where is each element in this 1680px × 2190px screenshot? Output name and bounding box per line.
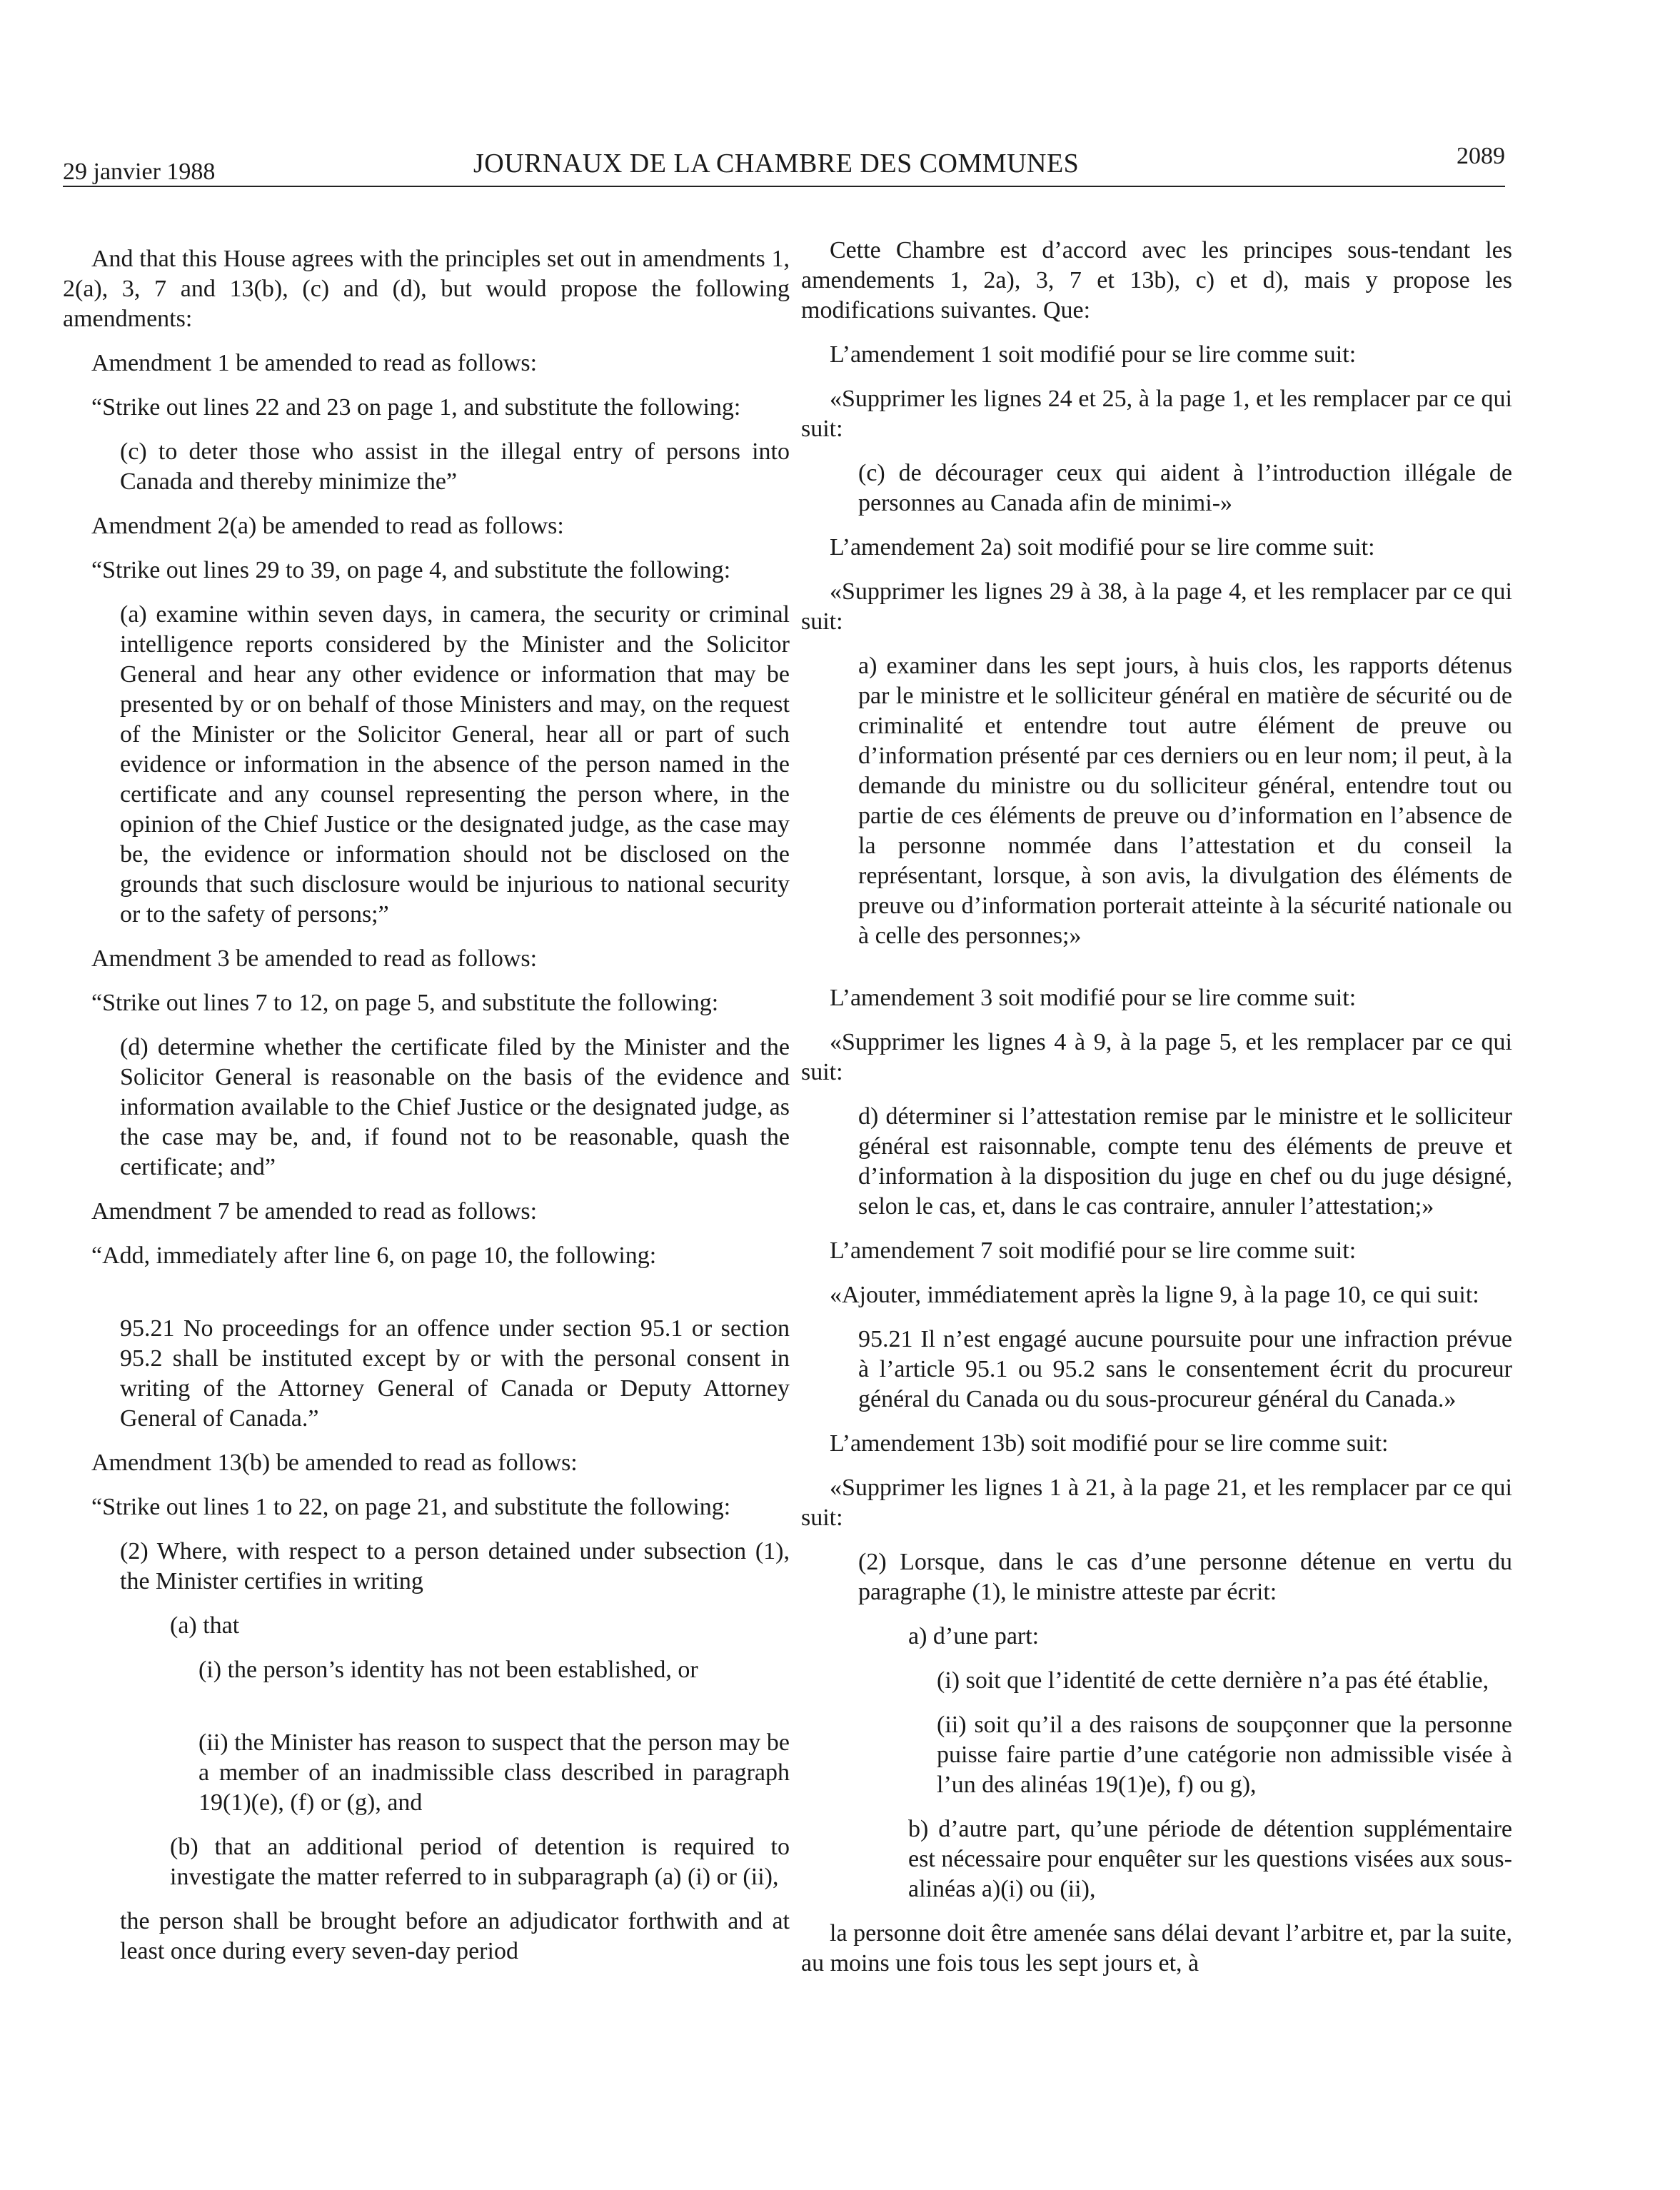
paragraph: (2) Where, with respect to a person detained under subsection (1), the Minister certifies in writing: [120, 1538, 790, 1594]
paragraph: «Supprimer les lignes 24 et 25, à la page 1, et les remplacer par ce qui suit:: [801, 386, 1512, 442]
paragraph: «Supprimer les lignes 4 à 9, à la page 5, et les remplacer par ce qui suit:: [801, 1029, 1512, 1085]
paragraph: L’amendement 2a) soit modifié pour se lire comme suit:: [830, 534, 1375, 561]
header-date: 29 janvier 1988: [63, 159, 216, 185]
paragraph: Cette Chambre est d’accord avec les principes sous-tendant les amendements 1, 2a), 3, 7 et 13b), c) et d), mais y propose les modifications suivantes. Que:: [801, 237, 1512, 323]
paragraph: la personne doit être amenée sans délai devant l’arbitre et, par la suite, au moins une fois tous les sept jours et, à: [801, 1920, 1512, 1976]
paragraph: L’amendement 7 soit modifié pour se lire comme suit:: [830, 1237, 1357, 1264]
paragraph: 95.21 Il n’est engagé aucune poursuite pour une infraction prévue à l’article 95.1 ou 95.2 sans le consentement écrit du procureur général du Canada ou du sous-procureur général du Canada.»: [858, 1326, 1512, 1412]
paragraph: «Ajouter, immédiatement après la ligne 9, à la page 10, ce qui suit:: [830, 1282, 1479, 1308]
header-rule: [63, 186, 1505, 187]
paragraph: (ii) soit qu’il a des raisons de soupçonner que la personne puisse faire partie d’une catégorie non admissible visée à l’un des alinéas 19(1)e), f) ou g),: [937, 1712, 1512, 1798]
paragraph: the person shall be brought before an adjudicator forthwith and at least once during every seven-day period: [120, 1908, 790, 1964]
english-column: [63, 244, 790, 1981]
paragraph: “Strike out lines 7 to 12, on page 5, and substitute the following:: [91, 990, 719, 1016]
paragraph: “Strike out lines 22 and 23 on page 1, and substitute the following:: [91, 394, 741, 421]
paragraph: (d) determine whether the certificate filed by the Minister and the Solicitor General is reasonable on the basis of the evidence and information available to the Chief Justice or the designated judge, as the case may be, and, if found not to be reasonable, quash the certificate; and”: [120, 1034, 790, 1180]
paragraph: L’amendement 13b) soit modifié pour se lire comme suit:: [830, 1430, 1389, 1457]
paragraph: b) d’autre part, qu’une période de détention supplémentaire est nécessaire pour enquêter sur les questions visées aux sous-alinéas a)(i) ou (ii),: [908, 1816, 1512, 1902]
paragraph: (c) de décourager ceux qui aident à l’introduction illégale de personnes au Canada afin de minimi-»: [858, 460, 1512, 516]
paragraph: (b) that an additional period of detention is required to investigate the matter referred to in subparagraph (a) (i) or (ii),: [170, 1834, 790, 1890]
paragraph: 95.21 No proceedings for an offence under section 95.1 or section 95.2 shall be instituted except by or with the personal consent in writing of the Attorney General of Canada or Deputy Attorney General of Canada.”: [120, 1315, 790, 1432]
paragraph: “Add, immediately after line 6, on page 10, the following:: [91, 1242, 657, 1269]
paragraph: (i) soit que l’identité de cette dernière n’a pas été établie,: [937, 1667, 1489, 1694]
paragraph: L’amendement 1 soit modifié pour se lire comme suit:: [830, 341, 1357, 368]
paragraph: Amendment 1 be amended to read as follows:: [91, 350, 538, 376]
paragraph: (a) examine within seven days, in camera, the security or criminal intelligence reports considered by the Minister and the Solicitor General and hear any other evidence or information that may be presented by or on behalf of those Ministers and may, on the request of the Minister or the Solicitor General, hear all or part of such evidence or information in the absence of the person named in the certificate and any counsel representing the person where, in the opinion of the Chief Justice or the designated judge, as the case may be, the evidence or information should not be disclosed on the grounds that such disclosure would be injurious to national security or to the safety of persons;”: [120, 601, 790, 928]
paragraph: “Strike out lines 29 to 39, on page 4, and substitute the following:: [91, 557, 731, 583]
french-column: [801, 236, 1512, 1993]
paragraph: «Supprimer les lignes 1 à 21, à la page 21, et les remplacer par ce qui suit:: [801, 1475, 1512, 1531]
paragraph: Amendment 7 be amended to read as follows:: [91, 1198, 538, 1225]
page-header: [63, 143, 1505, 186]
paragraph: (i) the person’s identity has not been established, or: [198, 1657, 698, 1683]
paragraph: a) d’une part:: [908, 1623, 1040, 1649]
paragraph: (2) Lorsque, dans le cas d’une personne détenue en vertu du paragraphe (1), le ministre atteste par écrit:: [858, 1549, 1512, 1605]
paragraph: L’amendement 3 soit modifié pour se lire comme suit:: [830, 985, 1357, 1011]
paragraph: Amendment 3 be amended to read as follows:: [91, 945, 538, 972]
header-title: JOURNAUX DE LA CHAMBRE DES COMMUNES: [473, 149, 1080, 179]
paragraph: And that this House agrees with the principles set out in amendments 1, 2(a), 3, 7 and 13(b), (c) and (d), but would propose the following amendments:: [63, 246, 790, 332]
paragraph: Amendment 2(a) be amended to read as follows:: [91, 513, 564, 539]
paragraph: «Supprimer les lignes 29 à 38, à la page 4, et les remplacer par ce qui suit:: [801, 578, 1512, 635]
paragraph: (a) that: [170, 1612, 240, 1639]
paragraph: a) examiner dans les sept jours, à huis clos, les rapports détenus par le ministre et le solliciteur général en matière de sécurité ou de criminalité et entendre tout autre élément de preuve ou d’information présenté par ces derniers ou en leur nom; il peut, à la demande du ministre ou du solliciteur général, entendre tout ou partie de ces éléments de preuve ou d’information en l’absence de la personne nommée dans l’attestation et du conseil la représentant, lorsque, à son avis, la divulgation des éléments de preuve ou d’information porterait atteinte à la sécurité nationale ou à celle des personnes;»: [858, 653, 1512, 949]
paragraph: Amendment 13(b) be amended to read as follows:: [91, 1450, 578, 1476]
paragraph: d) déterminer si l’attestation remise par le ministre et le solliciteur général est raisonnable, compte tenu des éléments de preuve et d’information à la disposition du juge en chef ou du juge désigné, selon le cas, et, dans le cas contraire, annuler l’attestation;»: [858, 1103, 1512, 1220]
paragraph: “Strike out lines 1 to 22, on page 21, and substitute the following:: [91, 1494, 731, 1520]
page-number: 2089: [1457, 143, 1505, 169]
paragraph: (c) to deter those who assist in the illegal entry of persons into Canada and thereby minimize the”: [120, 438, 790, 495]
paragraph: (ii) the Minister has reason to suspect that the person may be a member of an inadmissible class described in paragraph 19(1)(e), (f) or (g), and: [198, 1729, 790, 1816]
